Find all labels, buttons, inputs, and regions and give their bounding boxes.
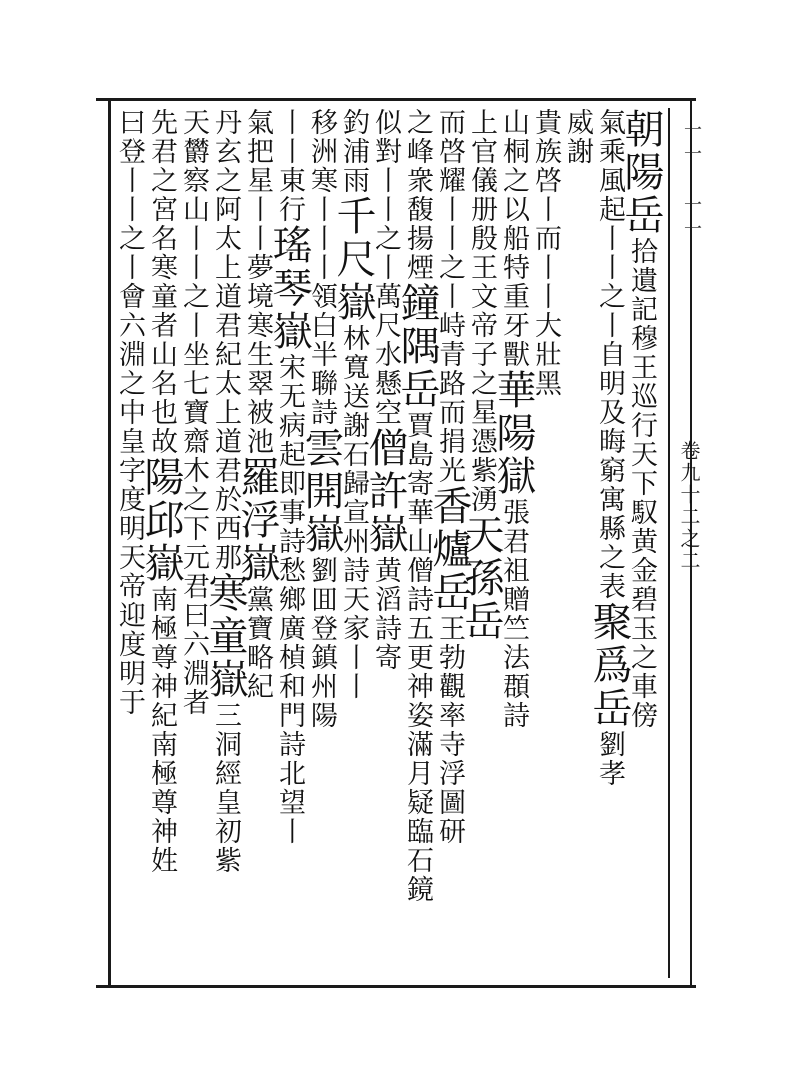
text-segment: 寒丨丨丨領白半聯詩: [306, 166, 337, 427]
margin-divider: [668, 108, 670, 978]
text-segment: 賈島寄華山僧詩五更: [402, 411, 433, 672]
mountain-heading: 朝陽岳: [618, 108, 664, 237]
text-segment: 張君祖贈竺法頵詩: [498, 498, 529, 730]
text-segment: 曰登丨丨之丨會六淵之中: [114, 108, 145, 427]
text-segment: 神姿滿月疑臨石鏡: [402, 672, 433, 904]
text-column: [110, 108, 148, 978]
mountain-heading: 千尺嶽: [330, 195, 376, 324]
bottom-border: [96, 985, 696, 988]
text-segment: 山桐之以船特重牙獸: [498, 108, 529, 369]
text-segment: 釣浦雨: [338, 108, 369, 195]
text-segment: 王勃觀率寺浮圖研: [434, 614, 465, 846]
text-segment: 天欝察山丨丨之丨坐七寶齋木之下: [178, 108, 209, 543]
text-segment: 和門詩北望丨: [274, 672, 305, 846]
mountain-heading: 寒童嶽: [202, 572, 248, 701]
text-segment: 宋无病起即事詩愁鄉廣楨: [274, 353, 305, 672]
chapter-label: 卷九十二之二: [677, 440, 701, 572]
text-segment: 拾遺記穆王巡行天下馭黄金碧玉之車傍: [626, 237, 657, 730]
text-segment: 移洲: [306, 108, 337, 166]
top-border: [96, 98, 696, 101]
text-segment: 氣把星: [242, 108, 273, 195]
text-segment: 元君曰六淵者: [178, 543, 209, 717]
mountain-heading: 羅浮嶽: [234, 456, 280, 585]
text-segment: 上官儀册殷王文帝子之星憑紫湧: [466, 108, 497, 514]
fish-tail-mark: 一一 一一: [681, 120, 702, 243]
mountain-heading: 瑤琴嶽: [266, 224, 312, 353]
text-segment: 劉孝: [594, 730, 625, 788]
text-segment: 氣乘風起丨丨之丨自明及晦窮寓縣之表: [594, 108, 625, 601]
text-segment: 皇字度明天帝迎度明于: [114, 427, 145, 717]
text-segment: 丨丨夢境寒生翠被池: [242, 195, 273, 456]
mountain-heading: 聚爲岳: [586, 601, 632, 730]
mountain-heading: 華陽獄: [490, 369, 536, 498]
mountain-heading: 香爐岳: [426, 485, 472, 614]
text-segment: 貴族啓丨而丨丨大壯黑: [530, 108, 561, 398]
text-segment: 威謝: [562, 108, 593, 166]
text-segment: 黄滔詩寄: [370, 556, 401, 672]
text-segment: 似對丨丨之丨: [370, 108, 401, 282]
mountain-heading: 天孫岳: [458, 514, 504, 643]
text-segment: 丨丨東行: [274, 108, 305, 224]
text-segment: 黨寶略紀: [242, 585, 273, 701]
text-segment: 丹玄之阿太上道君紀太上道君於西那: [210, 108, 241, 572]
text-segment: 劉囬登鎮州陽: [306, 556, 337, 730]
mountain-heading: 雲開嶽: [298, 427, 344, 556]
text-segment: 林寬送謝石歸宣州詩天: [338, 324, 369, 614]
text-segment: 先君之宮名寒童者山名也故: [146, 108, 177, 456]
mountain-heading: 僧許嶽: [362, 427, 408, 556]
mountain-heading: 陽邱嶽: [138, 456, 184, 585]
text-segment: 三洞經皇初紫: [210, 701, 241, 875]
text-segment: 而啓耀丨丨之丨峙青路而捐光: [434, 108, 465, 485]
mountain-heading: 鐘隅岳: [394, 282, 440, 411]
text-segment: 南極尊神紀南極尊神姓: [146, 585, 177, 875]
text-segment: 之峰衆馥揚煙: [402, 108, 433, 282]
text-segment: 家丨丨: [338, 614, 369, 701]
text-segment: 萬尺水懸空: [370, 282, 401, 427]
